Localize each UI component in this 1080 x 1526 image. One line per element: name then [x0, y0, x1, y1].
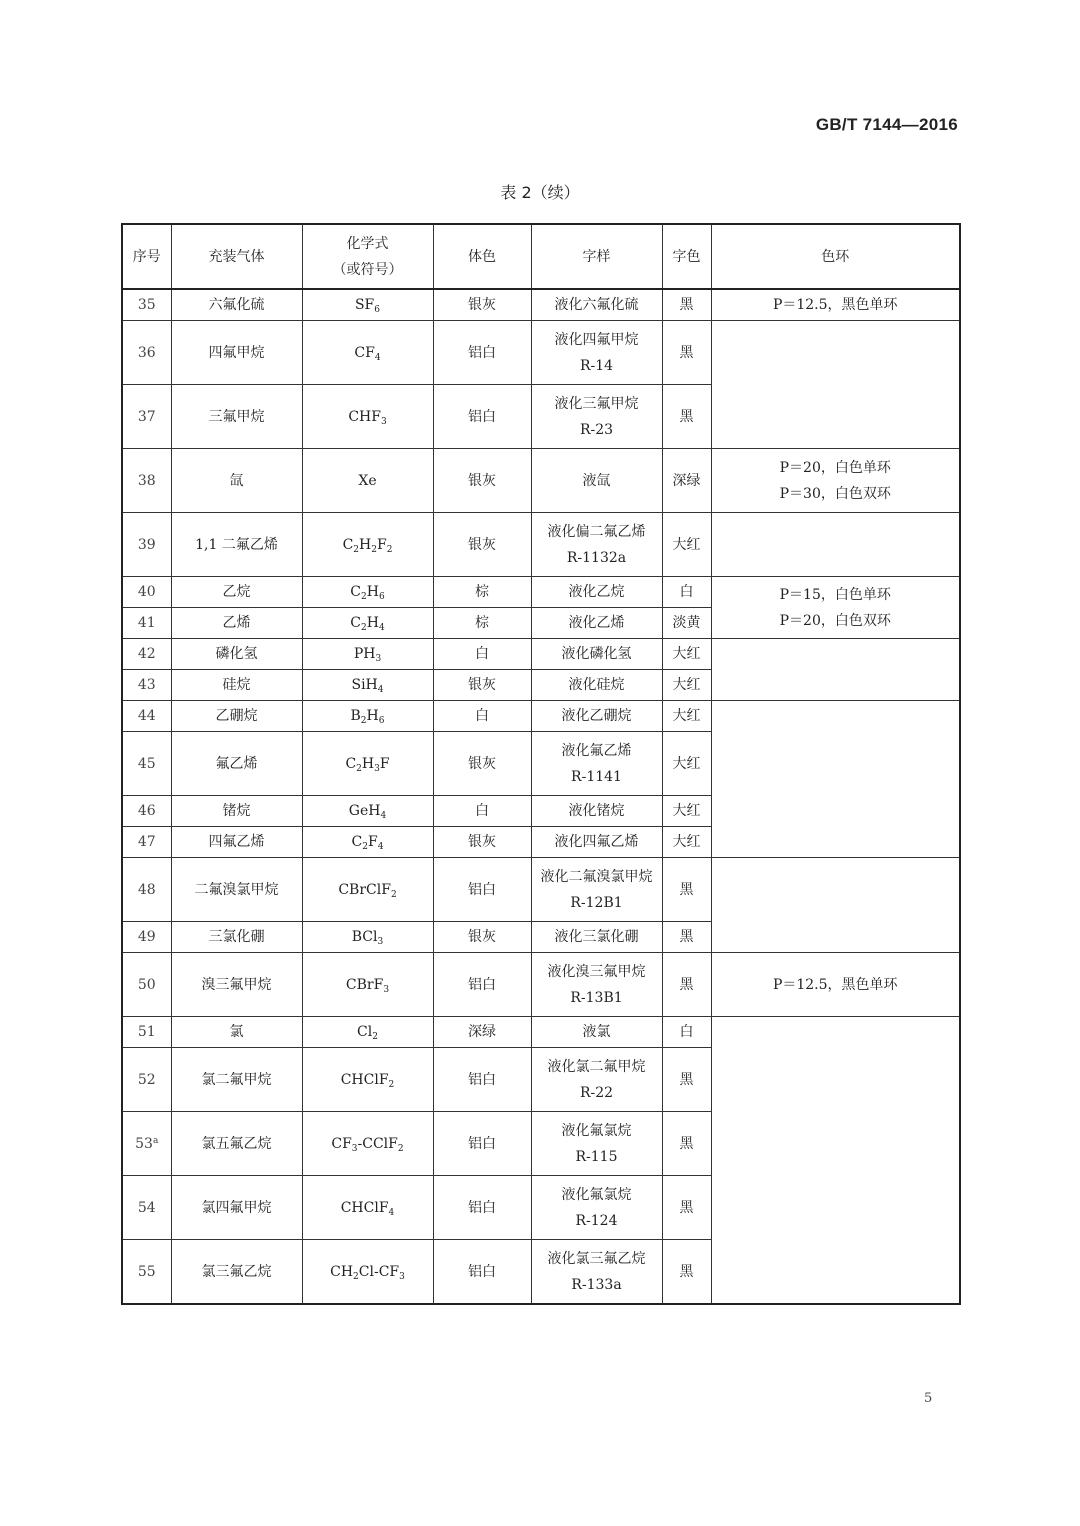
cell-lettering: 液化硅烷 — [531, 670, 662, 701]
cell-body-color: 白 — [433, 701, 531, 732]
cell-no: 49 — [122, 922, 171, 953]
cell-lettering: 液氯 — [531, 1017, 662, 1048]
cell-ring-empty — [711, 639, 960, 701]
cell-formula: $C_2H_2F_2$ — [302, 513, 433, 577]
cell-gas: 乙烷 — [171, 577, 302, 608]
cell-body-color: 银灰 — [433, 732, 531, 796]
cell-no: 36 — [122, 321, 171, 385]
cell-lettering: 液化四氟乙烯 — [531, 827, 662, 858]
footnote-marker: a — [152, 1135, 159, 1146]
cell-lettering: 液化六氟化硫 — [531, 289, 662, 321]
cell-formula: $CF_3-CClF_2$ — [302, 1112, 433, 1176]
cell-lettering: 液氙 — [531, 449, 662, 513]
formula-sub: 6 — [374, 305, 381, 315]
cell-body-color: 铝白 — [433, 953, 531, 1017]
cell-body-color: 棕 — [433, 608, 531, 639]
cell-body-color: 铝白 — [433, 1112, 531, 1176]
table-row — [122, 449, 960, 513]
table-row — [122, 577, 960, 608]
cell-letter-color: 大红 — [662, 827, 711, 858]
cell-ring: P＝12.5，黑色单环 — [711, 953, 960, 1017]
cell-gas: 六氟化硫 — [171, 289, 302, 321]
cell-letter-color: 黑 — [662, 1112, 711, 1176]
cell-formula: $C_2H_3F$ — [302, 732, 433, 796]
lettering-line2: R-14 — [579, 357, 614, 374]
cell-letter-color: 白 — [662, 1017, 711, 1048]
col-header-formula — [302, 224, 433, 289]
cell-letter-color: 大红 — [662, 796, 711, 827]
cell-letter-color: 大红 — [662, 701, 711, 732]
cell-formula: CBrClF$_2$ — [302, 858, 433, 922]
table-row — [122, 289, 960, 321]
cell-ring-empty — [711, 513, 960, 577]
cell-lettering: 液化氯二氟甲烷 R-22 — [531, 1048, 662, 1112]
cell-lettering: 液化磷化氢 — [531, 639, 662, 670]
cell-lettering: 液化乙烯 — [531, 608, 662, 639]
cell-lettering: 液化乙硼烷 — [531, 701, 662, 732]
cell-letter-color: 黑 — [662, 1048, 711, 1112]
cell-gas: 二氟溴氯甲烷 — [171, 858, 302, 922]
table-header-row — [122, 224, 960, 289]
cell-gas: 三氯化硼 — [171, 922, 302, 953]
cell-gas: 乙烯 — [171, 608, 302, 639]
cell-no: 46 — [122, 796, 171, 827]
cell-body-color: 银灰 — [433, 922, 531, 953]
cell-no: 48 — [122, 858, 171, 922]
cell-letter-color: 黑 — [662, 953, 711, 1017]
lettering-line1: 液化四氟甲烷 — [554, 331, 639, 348]
formula-sub: 3 — [380, 416, 387, 427]
col-header-gas: 充装气体 — [171, 224, 302, 289]
cell-no: 53$^a$ — [122, 1112, 171, 1176]
cell-lettering: 液化三氯化硼 — [531, 922, 662, 953]
cell-lettering: 液化溴三氟甲烷 R-13B1 — [531, 953, 662, 1017]
cell-gas: 硅烷 — [171, 670, 302, 701]
cell-letter-color: 淡黄 — [662, 608, 711, 639]
cell-formula: $CH_2Cl-CF_3$ — [302, 1240, 433, 1305]
cell-body-color: 银灰 — [433, 289, 531, 321]
ring-line1: P＝20，白色单环 — [779, 459, 891, 476]
col-header-formula-line1: 化学式 — [346, 235, 389, 252]
cell-letter-color: 深绿 — [662, 449, 711, 513]
cell-no: 45 — [122, 732, 171, 796]
cell-formula — [302, 289, 433, 321]
cell-formula: $PH_3$ — [302, 639, 433, 670]
cell-body-color: 铝白 — [433, 385, 531, 449]
cell-letter-color: 黑 — [662, 289, 711, 321]
cell-no: 42 — [122, 639, 171, 670]
cell-letter-color: 大红 — [662, 639, 711, 670]
lettering-line2: R-23 — [579, 421, 614, 438]
cell-body-color: 铝白 — [433, 1240, 531, 1305]
cell-no: 51 — [122, 1017, 171, 1048]
cell-gas: 乙硼烷 — [171, 701, 302, 732]
table-row — [122, 1017, 960, 1048]
cell-body-color: 棕 — [433, 577, 531, 608]
table-row — [122, 321, 960, 385]
formula-sub: 4 — [374, 352, 381, 363]
table-row — [122, 639, 960, 670]
cell-no: 55 — [122, 1240, 171, 1305]
cell-body-color: 银灰 — [433, 827, 531, 858]
table-row — [122, 513, 960, 577]
cell-ring — [711, 449, 960, 513]
lettering-line1: 液化三氟甲烷 — [554, 395, 639, 412]
cell-ring-empty — [711, 701, 960, 858]
cell-no: 38 — [122, 449, 171, 513]
cell-body-color: 铝白 — [433, 1048, 531, 1112]
cell-body-color: 银灰 — [433, 670, 531, 701]
cell-gas: 氯 — [171, 1017, 302, 1048]
cell-gas: 氟乙烯 — [171, 732, 302, 796]
cell-letter-color: 黑 — [662, 385, 711, 449]
cell-lettering: 液化氟乙烯 R-1141 — [531, 732, 662, 796]
cell-letter-color: 大红 — [662, 670, 711, 701]
cell-formula: GeH$_4$ — [302, 796, 433, 827]
ring-line2: P＝30，白色双环 — [779, 485, 891, 502]
cell-formula: CHClF$_4$ — [302, 1176, 433, 1240]
col-header-formula-line2: （或符号） — [332, 261, 403, 278]
cell-formula: $C_2H_6$ — [302, 577, 433, 608]
cell-ring: P＝12.5，黑色单环 — [711, 289, 960, 321]
cell-no: 54 — [122, 1176, 171, 1240]
cell-lettering: 液化偏二氟乙烯 R-1132a — [531, 513, 662, 577]
cell-body-color: 铝白 — [433, 1176, 531, 1240]
cell-formula: CBrF$_3$ — [302, 953, 433, 1017]
cell-body-color: 深绿 — [433, 1017, 531, 1048]
table-row — [122, 953, 960, 1017]
cell-no: 41 — [122, 608, 171, 639]
cell-formula: $Cl_2$ — [302, 1017, 433, 1048]
cell-letter-color: 黑 — [662, 1176, 711, 1240]
cell-gas: 1,1 二氟乙烯 — [171, 513, 302, 577]
cell-formula: Xe — [302, 449, 433, 513]
formula-part: CF — [354, 344, 375, 361]
cell-body-color: 白 — [433, 639, 531, 670]
cell-body-color: 铝白 — [433, 858, 531, 922]
col-header-no: 序号 — [122, 224, 171, 289]
cell-gas: 磷化氢 — [171, 639, 302, 670]
cell-letter-color: 黑 — [662, 1240, 711, 1305]
cell-lettering: 液化锗烷 — [531, 796, 662, 827]
standard-code: GB/T 7144—2016 — [815, 115, 958, 134]
cell-formula — [302, 385, 433, 449]
cell-lettering: 液化氯三氟乙烷 R-133a — [531, 1240, 662, 1305]
cell-ring: P＝15，白色单环 P＝20，白色双环 — [711, 577, 960, 639]
cell-gas: 氯二氟甲烷 — [171, 1048, 302, 1112]
cell-no: 50 — [122, 953, 171, 1017]
cell-no: 39 — [122, 513, 171, 577]
cell-no: 43 — [122, 670, 171, 701]
cell-formula: $B_2H_6$ — [302, 701, 433, 732]
cell-no: 52 — [122, 1048, 171, 1112]
cell-gas: 四氟甲烷 — [171, 321, 302, 385]
page-number: 5 — [924, 1391, 933, 1406]
cell-lettering: 液化乙烷 — [531, 577, 662, 608]
cell-letter-color: 黑 — [662, 321, 711, 385]
cell-lettering — [531, 385, 662, 449]
cell-no: 37 — [122, 385, 171, 449]
cell-formula: BCl$_3$ — [302, 922, 433, 953]
cell-formula: SiH$_4$ — [302, 670, 433, 701]
cell-ring-empty — [711, 321, 960, 449]
cell-ring-empty — [711, 1017, 960, 1305]
gas-cylinder-marking-table — [121, 223, 961, 1305]
cell-lettering: 液化氟氯烷 R-124 — [531, 1176, 662, 1240]
cell-letter-color: 黑 — [662, 858, 711, 922]
cell-formula: $C_2H_4$ — [302, 608, 433, 639]
table-row — [122, 701, 960, 732]
cell-gas: 三氟甲烷 — [171, 385, 302, 449]
cell-gas: 氯三氟乙烷 — [171, 1240, 302, 1305]
cell-no: 40 — [122, 577, 171, 608]
col-header-body-color: 体色 — [433, 224, 531, 289]
cell-lettering: 液化氟氯烷 R-115 — [531, 1112, 662, 1176]
cell-gas: 锗烷 — [171, 796, 302, 827]
cell-ring-empty — [711, 858, 960, 953]
cell-lettering — [531, 321, 662, 385]
cell-lettering: 液化二氟溴氯甲烷 R-12B1 — [531, 858, 662, 922]
cell-formula — [302, 321, 433, 385]
cell-letter-color: 黑 — [662, 922, 711, 953]
formula-part: SF — [354, 297, 375, 313]
cell-letter-color: 白 — [662, 577, 711, 608]
cell-body-color: 白 — [433, 796, 531, 827]
cell-gas: 氯四氟甲烷 — [171, 1176, 302, 1240]
table-title: 表 2（续） — [500, 183, 580, 202]
cell-formula: $C_2F_4$ — [302, 827, 433, 858]
col-header-letter-color: 字色 — [662, 224, 711, 289]
cell-letter-color: 大红 — [662, 513, 711, 577]
cell-gas: 溴三氟甲烷 — [171, 953, 302, 1017]
table-row — [122, 858, 960, 922]
cell-no: 47 — [122, 827, 171, 858]
cell-body-color: 银灰 — [433, 513, 531, 577]
cell-body-color: 铝白 — [433, 321, 531, 385]
formula-part: CHF — [348, 408, 381, 425]
cell-body-color: 银灰 — [433, 449, 531, 513]
col-header-lettering: 字样 — [531, 224, 662, 289]
cell-gas: 四氟乙烯 — [171, 827, 302, 858]
cell-no: 44 — [122, 701, 171, 732]
cell-gas: 氯五氟乙烷 — [171, 1112, 302, 1176]
cell-formula: CHClF$_2$ — [302, 1048, 433, 1112]
col-header-ring: 色环 — [711, 224, 960, 289]
cell-gas: 氙 — [171, 449, 302, 513]
cell-letter-color: 大红 — [662, 732, 711, 796]
cell-no: 35 — [122, 289, 171, 321]
